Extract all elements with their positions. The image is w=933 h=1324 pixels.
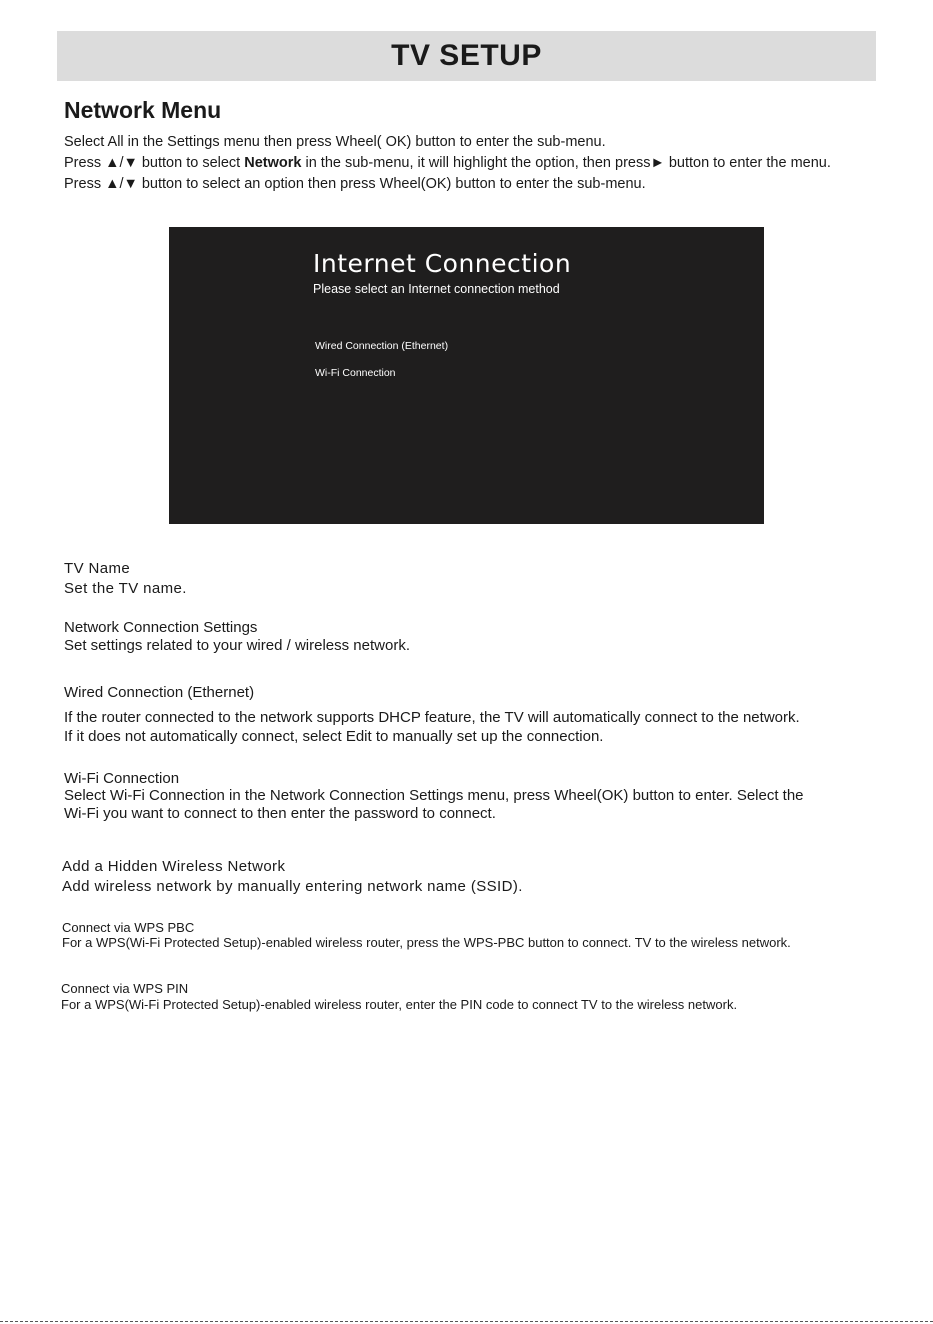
item-desc: Add wireless network by manually entering network name (SSID).	[62, 878, 523, 895]
page-title: TV SETUP	[391, 39, 542, 72]
instruction-line-2	[64, 155, 831, 171]
item-heading: Wi-Fi Connection	[64, 770, 180, 787]
option-wired-connection[interactable]: Wired Connection (Ethernet)	[315, 340, 449, 352]
item-heading: TV Name	[64, 560, 131, 577]
item-network-connection-settings	[64, 619, 410, 655]
item-desc: For a WPS(Wi-Fi Protected Setup)-enabled wireless router, press the WPS-PBC button to connect. TV to the wireless network.	[62, 935, 791, 950]
instruction-line-3: Press ▲/▼ button to select an option then press Wheel(OK) button to enter the sub-menu.	[64, 176, 646, 192]
tv-screen-internet-connection	[169, 227, 764, 524]
item-wifi-connection	[64, 770, 804, 823]
instruction-line-2-pre: Press ▲/▼ button to select	[64, 155, 245, 171]
item-heading: Connect via WPS PBC	[62, 920, 195, 935]
header-bar	[57, 31, 876, 81]
item-tv-name	[64, 559, 187, 599]
item-desc-line-2: Wi-Fi you want to connect to then enter the password to connect.	[64, 805, 496, 822]
item-desc: For a WPS(Wi-Fi Protected Setup)-enabled wireless router, enter the PIN code to connect TV to the wireless network.	[61, 997, 738, 1012]
screen-subtitle: Please select an Internet connection method	[313, 282, 560, 296]
item-desc: Set the TV name.	[64, 580, 187, 597]
section-title: Network Menu	[64, 97, 222, 123]
item-heading: Network Connection Settings	[64, 619, 258, 636]
item-wps-pin	[61, 981, 737, 1013]
item-wps-pbc	[62, 920, 791, 950]
item-desc: Set settings related to your wired / wireless network.	[64, 637, 410, 654]
instruction-line-2-keyword: Network	[244, 155, 302, 171]
option-wifi-connection[interactable]: Wi-Fi Connection	[315, 367, 396, 379]
item-wired-connection	[64, 684, 800, 746]
item-heading: Add a Hidden Wireless Network	[62, 858, 286, 875]
screen-title: Internet Connection	[313, 249, 572, 278]
page-bottom-divider	[0, 1321, 933, 1322]
instruction-line-1: Select All in the Settings menu then press Wheel( OK) button to enter the sub-menu.	[64, 134, 606, 150]
item-desc-line-2: If it does not automatically connect, select Edit to manually set up the connection.	[64, 728, 604, 745]
item-desc-line-1: Select Wi-Fi Connection in the Network Connection Settings menu, press Wheel(OK) button to enter. Select the	[64, 787, 804, 804]
item-add-hidden-network	[62, 857, 523, 897]
instruction-line-2-post: in the sub-menu, it will highlight the option, then press► button to enter the menu.	[301, 155, 831, 171]
item-heading: Connect via WPS PIN	[61, 981, 189, 996]
item-desc-line-1: If the router connected to the network supports DHCP feature, the TV will automatically connect to the network.	[64, 709, 800, 726]
item-heading: Wired Connection (Ethernet)	[64, 684, 255, 701]
